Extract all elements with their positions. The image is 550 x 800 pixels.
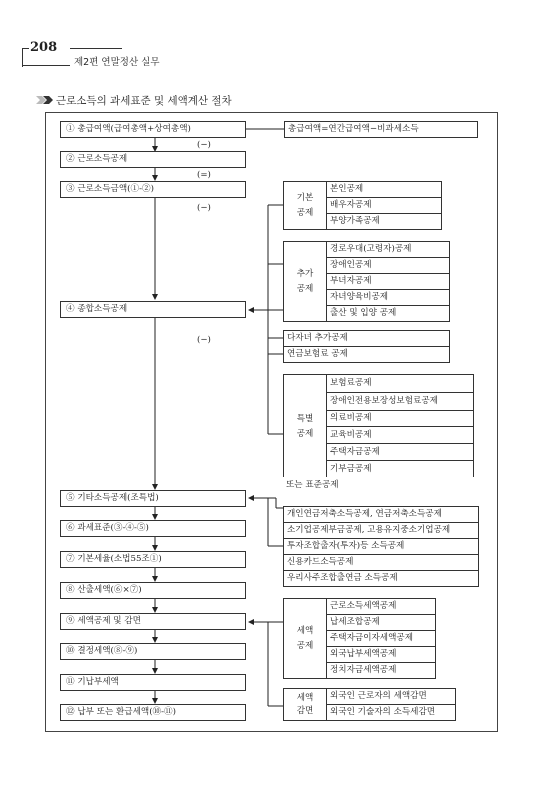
tax-credit-item: 주택자금이자세액공제 [326, 630, 436, 647]
step-determined-tax: ⑩ 결정세액(⑧-⑨) [60, 643, 246, 660]
basic-label-line2: 공제 [296, 207, 314, 218]
tax-credit-item: 납세조합공제 [326, 614, 436, 631]
standard-deduction: 또는 표준공제 [283, 477, 474, 493]
tax-reduction-label-box [283, 688, 327, 721]
step-calculated-tax: ⑧ 산출세액(⑥×⑦) [60, 582, 246, 599]
step-tax-credit-reduction: ⑨ 세액공제 및 감면 [60, 613, 246, 630]
special-label-line2: 공제 [296, 429, 314, 439]
tax-reduction-item: 외국인 기술자의 소득세감면 [326, 704, 456, 721]
operator-minus: (−) [197, 140, 211, 150]
basic-item: 본인공제 [326, 181, 442, 198]
operator-equals: (=) [197, 170, 211, 180]
tax-reduction-label-line1: 세액 [296, 692, 314, 703]
special-item: 의료비공제 [326, 410, 474, 427]
special-item: 장애인전용보장성보험료공제 [326, 392, 474, 411]
tax-credit-item: 외국납부세액공제 [326, 646, 436, 663]
tax-credit-label-line1: 세액 [296, 625, 314, 636]
step-earned-income-deduction: ② 근로소득공제 [60, 151, 246, 168]
special-item: 보험료공제 [326, 374, 474, 393]
step-tax-base: ⑥ 과세표준(③-④-⑤) [60, 520, 246, 537]
special-item: 주택자금공제 [326, 443, 474, 461]
step-gross-pay: ① 총급여액(급여총액+상여총액) [60, 121, 246, 138]
chapter-title: 제2편 연말정산 실무 [74, 57, 160, 68]
page-number: 208 [30, 40, 58, 55]
other-deduction-item: 우리사주조합출연금 소득공제 [283, 570, 479, 587]
basic-label-line1: 기본 [296, 192, 314, 203]
other-deduction-item: 개인연금저축소득공제, 연금저축소득공제 [283, 506, 479, 523]
pension-insurance-deduction: 연금보험료 공제 [283, 346, 450, 363]
step-basic-tax-rate: ⑦ 기본세율(소법55조①) [60, 551, 246, 568]
step-other-deduction: ⑤ 기타소득공제(조특법) [60, 490, 246, 507]
basic-item: 부양가족공제 [326, 213, 442, 230]
step-prepaid-tax: ⑪ 기납부세액 [60, 674, 246, 691]
additional-item: 경로우대(고령자)공제 [326, 241, 450, 258]
tax-credit-label-box [283, 598, 327, 679]
other-deduction-item: 투자조합출자(투자)등 소득공제 [283, 538, 479, 555]
tax-credit-item: 정치자금세액공제 [326, 662, 436, 679]
tax-credit-label-line2: 공제 [296, 640, 314, 651]
step-earned-income-amount: ③ 근로소득금액(①-②) [60, 181, 246, 198]
basic-item: 배우자공제 [326, 197, 442, 214]
additional-item: 장애인공제 [326, 257, 450, 274]
step-payment-or-refund: ⑫ 납부 또는 환급세액(⑩-⑪) [60, 704, 246, 721]
additional-label-line2: 공제 [296, 283, 314, 294]
additional-deduction-label-box [283, 241, 327, 322]
additional-item: 자녀양육비공제 [326, 289, 450, 306]
basic-deduction-label-box [283, 181, 327, 230]
special-item: 교육비공제 [326, 426, 474, 444]
other-deduction-item: 소기업공제부금공제, 고용유지중소기업공제 [283, 522, 479, 539]
additional-label-line1: 추가 [296, 268, 314, 279]
operator-minus: (−) [197, 335, 211, 345]
other-deduction-item: 신용카드소득공제 [283, 554, 479, 571]
additional-item: 부녀자공제 [326, 273, 450, 290]
tax-reduction-item: 외국인 근로자의 세액감면 [326, 688, 456, 705]
additional-item: 출산 및 입양 공제 [326, 305, 450, 322]
section-title: 근로소득의 과세표준 및 세액계산 절차 [56, 95, 232, 107]
tax-reduction-label-line2: 감면 [296, 705, 314, 716]
operator-minus: (−) [197, 203, 211, 213]
tax-credit-item: 근로소득세액공제 [326, 598, 436, 615]
special-item: 기부금공제 [326, 460, 474, 478]
step-comprehensive-deduction: ④ 종합소득공제 [60, 301, 246, 318]
gross-pay-note: 총급여액=연간급여액−비과세소득 [284, 121, 478, 138]
multi-child-deduction: 다자녀 추가공제 [283, 330, 450, 347]
special-label-line1: 특별 [296, 414, 314, 425]
special-deduction-label-box [283, 374, 327, 480]
